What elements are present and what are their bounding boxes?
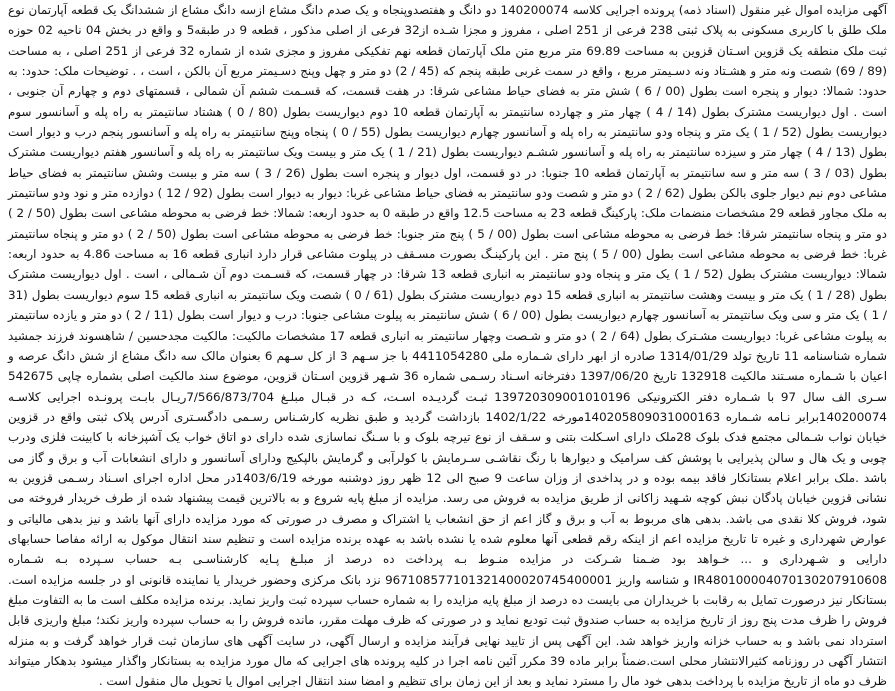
auction-notice-text: آگهی مزایده اموال غیر منقول (اسناد ذمه) پرونده اجرایی کلاسه 140200074 دو دانگ و هفتصدوپنجاه و یک صدم دانگ مشاع ازسه دانگ مشاع از ششدانگ یک قطعه آپارتمان نوع ملک طلق با کاربری مسکونی به پلاک ثبتی 238 فرعی از 251 اصلی ، مفروز و مجزا شـده از32 فرعی از اصلی مذکور ، قطعه 9 در طبقه5 و واقع در بخش 04 ناحیه 02 حوزه ثبت ملک منطقه یک قزوین اسـتان قزوین به مساحت 69.89 متر مربع متن ملک آپارتمان قطعه نهم تفکیکی مفروز و مجزی شده از شماره 32 فرعی از 251 اصلی ، به مساحت (89 / 69) شصت ونه متر و هشـتاد ونه دسـیمتر مربع ، واقع در سمت غربی طبقه پنجم که (45 / 2) دو متر و چهل وپنج دسـیمتر مربع آن بالکن ، است ، . توضیحات ملک: حدود: به حدود: شمالا: دیوار و پنجره است بطول (00 / 6 ) شش متر به فضای حیاط مشاعی شرقا: در هفت قسمت، که قسـمت ششم آن شمالی ، قسمتهای دوم و چهارم آن جنوبی ، است . اول دیواریست مشترک بطول (14 / 4 ) چهار متر و چهارده سانتیمتر به آپارتمان قطعه 10 دوم دیواریست بطول (80 / 0 ) هشتاد سانتیمتر به راه پله و آسانسور سوم دیواریست بطول (52 / 1 ) یک متر و پنجاه ودو سانتیمتر به راه پله و آسانسور چهارم دیواریست بطول (55 / 0 ) پنجاه وپنج سانتیمتر به راه پله و آسانسور پنجم درب و دیوار است بطول (13 / 4 ) چهار متر و سیزده سانتیمتر به راه پله و آسانسور ششـم دیواریست بطول (21 / 1 ) یک متر و بیست ویک سانتیمتر به راه پله و آسانسور هفتم دیواریست مشترک بطول (03 / 3 ) سه متر و سه سانتیمتر به آپارتمان قطعه 10 جنوبا: در دو قسمت، اول دیوار و پنجره است بطول (26 / 3 ) سه متر و بیست وشش سانتیمتر به فضای حیاط مشاعی دوم نیم دیوار جلوی بالکن بطول (62 / 2 ) دو متر و شصت ودو سانتیمتر به فضای حیاط مشاعی غربا: دیوار به دیوار است بطول (92 / 12 ) دوازده متر و نود ودو سانتیمتر به ملک مجاور قطعه 29 مشخصات منضمات ملک: پارکینگ قطعه 23 به مساحت 12.5 واقع در طبقه 0 به حدود اربعه: شمالا: خط فرضی به محوطه مشاعی است بطول (50 / 2 ) دو متر و پنجاه سانتیمتر شرقا: خط فرضی به محوطه مشاعی است بطول (00 / 5 ) پنج متر جنوبا: خط فرضی به محوطه مشاعی است بطول (50 / 2 ) دو متر و پنجاه سانتیمتر غربا: خط فرضی به محوطه مشاعی است بطول (00 / 5 ) پنج متر . این پارکینـگ بصورت مسـقف در پیلوت مشاعی قرار دارد انباری قطعه 16 به مساحت 4.86 به حدود اربعه: شمالا: دیواریست مشترک بطول (52 / 1 ) یک متر و پنجاه ودو سانتیمتر به انباری قطعه 13 شرقا: در چهار قسمت، که قسـمت دوم آن شـمالی ، است . اول دیواریست مشترک بطول (28 / 1 ) یک متر و بیست وهشت سانتیمتر به انباری قطعه 15 دوم دیواریست مشترک بطول (61 / 0 ) شصت ویک سانتیمتر به انباری قطعه 15 سوم دیواریست بطول (31 / 1 ) یک متر و سی ویک سانتیمتر به آسانسور چهارم دیواریست بطول (00 / 6 ) شش سانتیمتر به پیلوت مشاعی جنوبا: درب و دیوار است بطول (11 / 2 ) دو متر و یازده سانتیمتر به پیلوت مشاعی غربا: دیواریست مشـترک بطول (64 / 2 ) دو متر و شـصت وچهار سانتیمتر به انباری قطعه 17 مشخصات مالکیت: مالکیت مجدحسین / شاهسوند فرزند جمشید شماره شناسنامه 11 تاریخ تولد 1314/01/29 صادره از ابهر دارای شـماره ملی 4411054280 با جز سـهم 3 از کل سـهم 6 بعنوان مالک سه دانگ مشاع از شش دانگ عرصه و اعیان با شـماره مسـتند مالکیت 132918 تاریخ 1397/06/20 دفترخانه اسـناد رسـمی شماره 36 شـهر قزوین اسـتان قزوین، موضوع سند مالکیت اصلی بشماره چاپی 542675 سـری الف سال 97 با شـماره دفتر الکترونیکی 139720309001010196 ثبـت گردیـده اسـت، کـه در قبـال مبلـغ 7/566/873/704ریـال بابـت پرونـده اجرایی کلاسـه 140200074برابر نـامه شـماره 140205809031000163مورخه 1402/1/22 بازداشت گردید و طبق نظریه کارشـناس رسـمی دادگسـتری آدرس پلاک ثبتی واقع در قزوین خیابان نواب شـمالی مجتمع فدک بلوک 28ملک دارای اسـکلت بتنی و سـقف از نوع تیرچه بلوک و با سـنگ نماسازی شده دارای دو اتاق خواب یک آشپزخانه با کابینت فلزی ودرب چوبی و یک هال و سالن پذیرایی با پوشش کف سرامیک و دیوارها با رنگ نقاشـی سـرمایش با کولرآبی و گرمایش بالپکیج ودارای آسانسور و دارای انشعابات آب و برق و گاز می باشد .ملک برابر اعلام بستانکار فاقد بیمه بوده و در پداخدی از وزان ساعت 9 صبح الی 12 ظهر روز دوشنبه مورخه 1403/6/19در محل اداره اجرای اسـناد رسـمی قزوین به نشانی قزوین خیابان پادگان نبش کوچه شـهید زاکانی از طریق مزایده به فروش می رسد. مزایده از مبلغ پایه شروع و به بالاترین قیمت پیشنهاد شده از طرف خریدار فروخته می شود، فروش کلا نقدی می باشد. بدهی های مربوط به آب و برق و گاز اعم از حق انشعاب یا اشتراک و مصرف در صورتی که مورد مزایده دارای آنها باشد و نیز بدهی مالیاتی و عوارض شهرداری و غیره تا تاریخ مزایده اعم از اینکه رقم قطعی آنها معلوم شده یا نشده باشد به عهده برنده مزایده است و تنظیم سند انتقال موکول به ارائه مفاصا حسابهای دارایی و شـهرداری و ... خـواهد بود ضـمنا شـرکت در مزایده منـوط بـه پرداخت ده درصد از مبلـغ پـایه کارشناسـی بـه حساب سـپرده بـه شـماره IR480100004070130207910608 و شناسه واریز 967108577101321400020745400001 نزد بانک مرکزی وحضور خریدار یا نماینده قانونی او در جلسه مزایده است. بستانکار نیز درصورت تمایل به رقابت با خریداران می بایست ده درصد از مبلغ پایه مزایده را به شماره حساب سپرده ثبت واریز نماید. برنده مزایده مکلف است ما به التفاوت مبلغ فروش را ظرف مدت پنج روز از تاریخ مزایده به حساب صندوق ثبت تودیع نماید و در صورتی که ظرف مهلت مقرر، مانده فروش را به حساب سپرده واریز نکند؛ مبلغ واریزی قابل استرداد نمی باشد و به حساب خزانه واریز خواهد شد. این آگهی پس از تایید نهایی فرآیند مزایده و ارسال آگهی، در سایت آگهی های سازمان ثبت قرار خواهد گرفت و به منزله انتشار آگهی در روزنامه کثیرالانتشار محلی است.ضمناً برابر ماده 39 مکرر آئین نامه اجرا در کلیه پرونده های اجرایی که مال مورد مزایده به بستانکار واگذار میشود بدهکار میتواند ظرف دو ماه از تاریخ مزایده با پرداخت بدهی خود مال را مسترد نماید و بعد از این زمان برای تنظیم و امضا سند انتقال اجرایی اموال یا تحویل مال منقول است . xyxy=(8,3,888,689)
